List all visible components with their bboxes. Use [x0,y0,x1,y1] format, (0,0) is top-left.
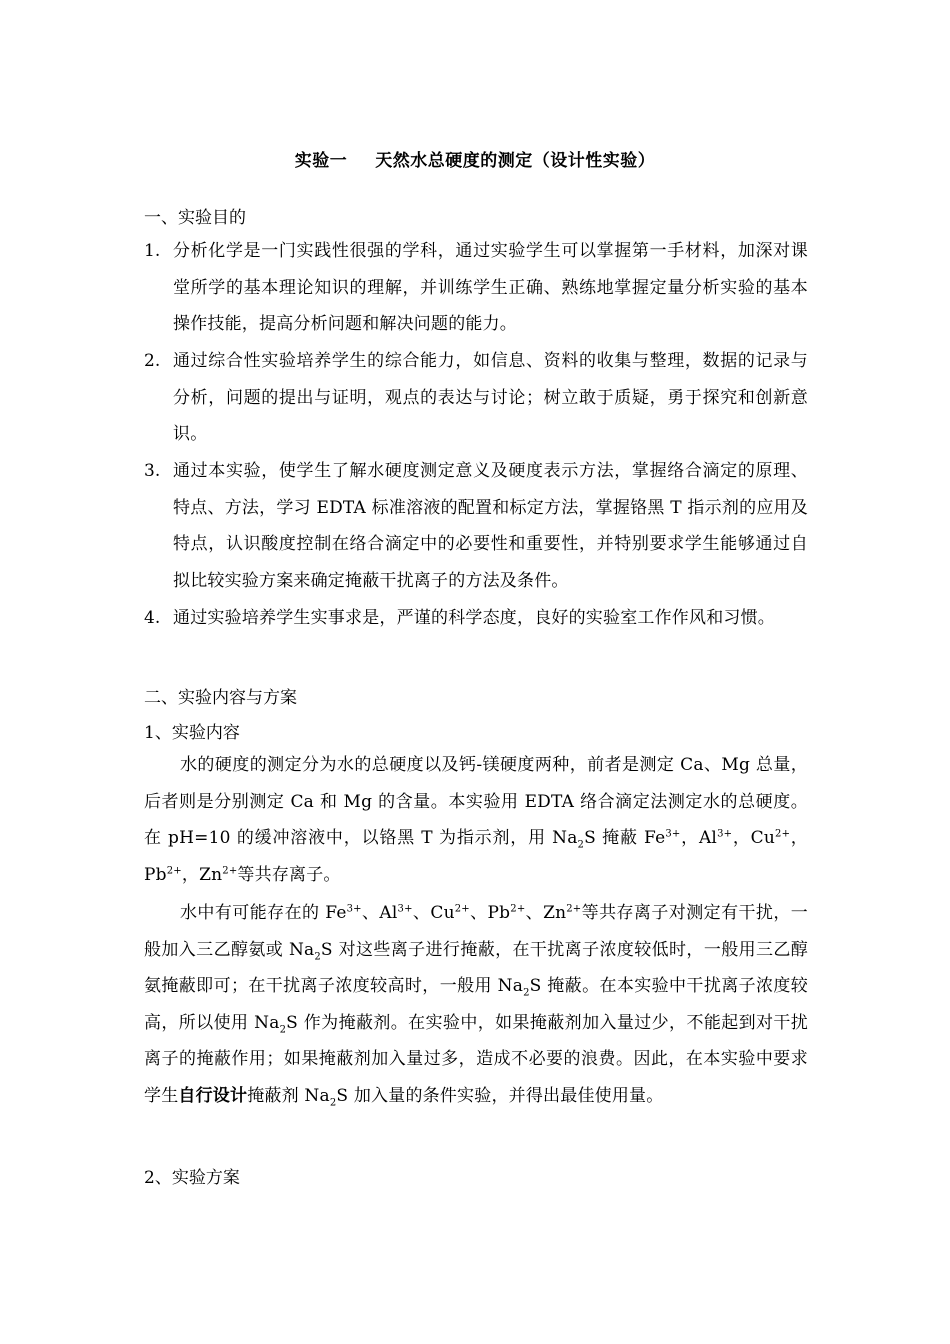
objective-number: 2. [144,351,161,371]
section-heading-content: 二、实验内容与方案 [144,688,297,708]
objective-item-3 [144,453,808,599]
title-experiment-number: 实验一 [294,151,348,171]
section-heading-objectives: 一、实验目的 [144,208,246,228]
document-title [0,146,950,171]
title-experiment-name: 天然水总硬度的测定（设计性实验） [375,151,656,171]
paragraph-masking: 水中有可能存在的 $Fe^{3+}$、$Al^{3+}$、$Cu^{2+}$、$Pb^{2+}$、$Zn^{2+}$等共存离子对测定有干扰，一般加入三乙醇氨或 $Na_2S$ 对这些离子进行掩蔽，在干扰离子浓度较低时，一般用三乙醇氨掩蔽即可；在干扰离子浓度较高时，一般用 $Na_2S$ 掩蔽。在本实验中干扰离子浓度较高，所以使用 $Na_2S$ 作为掩蔽剂。在实验中，如果掩蔽剂加入量过少，不能起到对干扰离子的掩蔽作用；如果掩蔽剂加入量过多，造成不必要的浪费。因此，在本实验中要求学生自行设计掩蔽剂 $Na_2S$ 加入量的条件实验，并得出最佳使用量。 [144,903,809,1108]
objective-item-2 [144,343,808,453]
objective-item-4 [144,600,808,637]
objective-item-1 [144,233,808,343]
objective-number: 4. [144,608,161,628]
objective-number: 3. [144,461,161,481]
objective-text: 分析化学是一门实践性很强的学科，通过实验学生可以掌握第一手材料，加深对课堂所学的基本理论知识的理解，并训练学生正确、熟练地掌握定量分析实验的基本操作技能，提高分析问题和解决问题的能力。 [173,241,808,334]
subsection-heading-plan: 2、实验方案 [144,1168,240,1188]
subsection-heading-content: 1、实验内容 [144,723,240,743]
emphasis-self-design: 自行设计 [178,1085,248,1106]
objective-number: 1. [144,241,161,261]
objective-text: 通过实验培养学生实事求是，严谨的科学态度，良好的实验室工作作风和习惯。 [173,608,775,628]
objective-text: 通过综合性实验培养学生的综合能力，如信息、资料的收集与整理，数据的记录与分析，问题的提出与证明，观点的表达与讨论；树立敢于质疑，勇于探究和创新意识。 [173,351,808,444]
objective-text: 通过本实验，使学生了解水硬度测定意义及硬度表示方法，掌握络合滴定的原理、特点、方法，学习 EDTA 标准溶液的配置和标定方法，掌握铬黑 T 指示剂的应用及特点，认识酸度控制在络合滴定中的必要性和重要性，并特别要求学生能够通过自拟比较实验方案来确定掩蔽干扰离子的方法及条件。 [173,461,808,591]
paragraph-hardness-intro: 水的硬度的测定分为水的总硬度以及钙-镁硬度两种，前者是测定 Ca、Mg 总量，后者则是分别测定 Ca 和 Mg 的含量。本实验用 EDTA 络合滴定法测定水的总硬度。在 pH=10 的缓冲溶液中，以铬黑 T 为指示剂，用 $Na_2S$ 掩蔽 $Fe^{3+}$，$Al^{3+}$，$Cu^{2+}$，$Pb^{2+}$，$Zn^{2+}$等共存离子。 [144,755,809,885]
